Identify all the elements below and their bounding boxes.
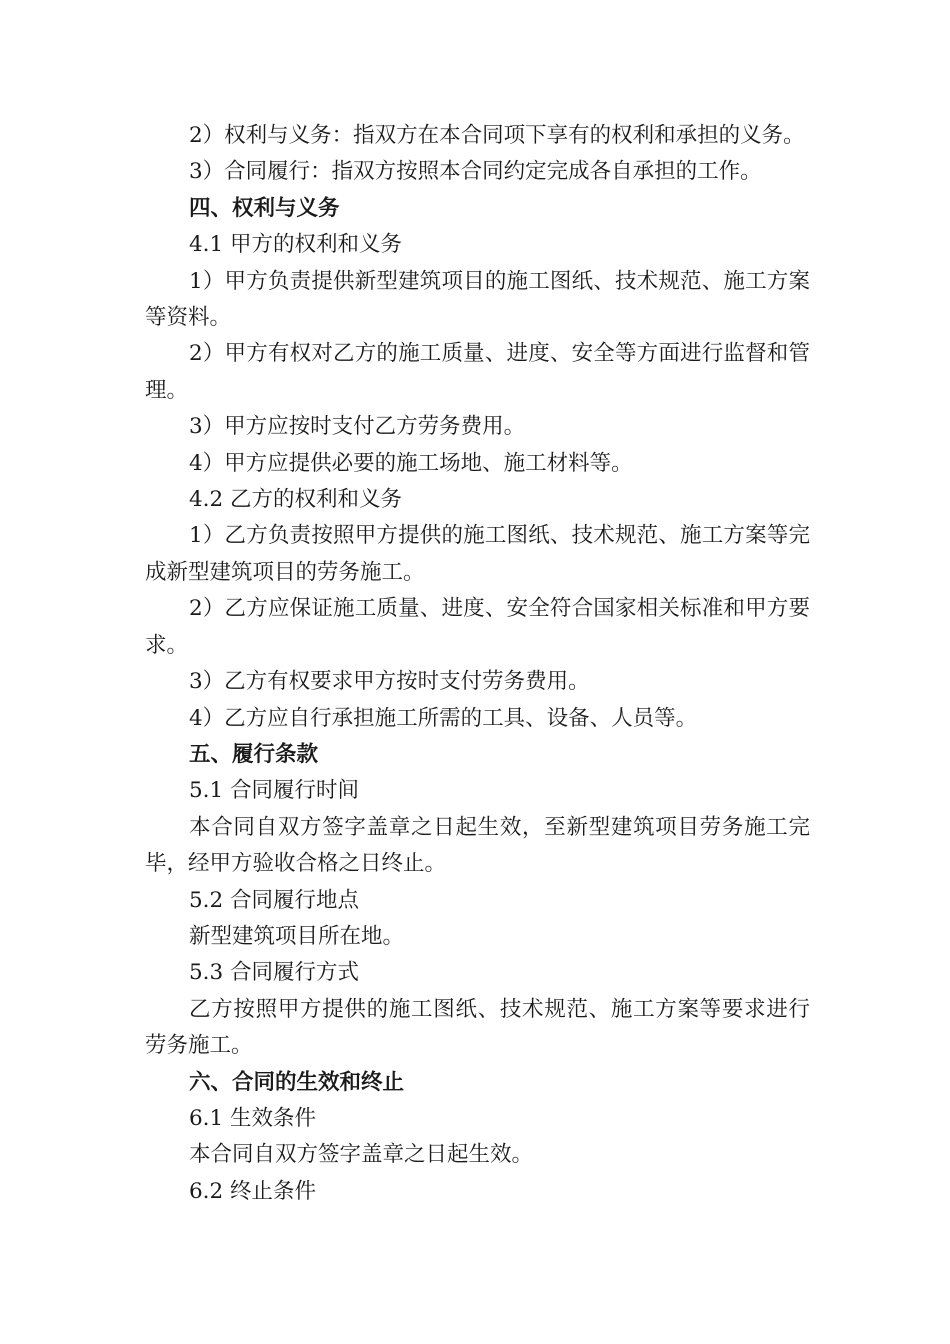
document-body	[145, 118, 810, 1210]
clause-4-1-1: 1）甲方负责提供新型建筑项目的施工图纸、技术规范、施工方案等资料。	[145, 268, 810, 331]
subsection-5-3-title: 5.3 合同履行方式	[189, 960, 360, 986]
clause-4-2-2: 2）乙方应保证施工质量、进度、安全符合国家相关标准和甲方要求。	[145, 596, 810, 658]
clause-4-2-1: 1）乙方负责按照甲方提供的施工图纸、技术规范、施工方案等完成新型建筑项目的劳务施工。	[145, 523, 810, 585]
clause-5-3-body: 乙方按照甲方提供的施工图纸、技术规范、施工方案等要求进行劳务施工。	[145, 996, 810, 1059]
section-heading-6: 六、合同的生效和终止	[189, 1069, 405, 1095]
subsection-5-1-title: 5.1 合同履行时间	[189, 778, 360, 804]
subsection-6-1-title: 6.1 生效条件	[189, 1105, 317, 1131]
section-heading-4: 四、权利与义务	[189, 195, 340, 221]
clause-6-1-body: 本合同自双方签字盖章之日起生效。	[189, 1142, 534, 1168]
clause-4-2-4: 4）乙方应自行承担施工所需的工具、设备、人员等。	[189, 705, 698, 731]
subsection-6-2-title: 6.2 终止条件	[189, 1178, 317, 1204]
subsection-5-2-title: 5.2 合同履行地点	[189, 887, 360, 913]
subsection-4-2-title: 4.2 乙方的权利和义务	[189, 487, 403, 513]
section-heading-5: 五、履行条款	[189, 741, 319, 767]
clause-5-1-body: 本合同自双方签字盖章之日起生效，至新型建筑项目劳务施工完毕，经甲方验收合格之日终止。	[145, 814, 810, 877]
clause-2-rights-obligations: 2）权利与义务：指双方在本合同项下享有的权利和承担的义务。	[189, 123, 805, 148]
clause-4-2-3: 3）乙方有权要求甲方按时支付劳务费用。	[189, 669, 590, 695]
clause-4-1-2: 2）甲方有权对乙方的施工质量、进度、安全等方面进行监督和管理。	[145, 341, 810, 403]
clause-3-contract-performance: 3）合同履行：指双方按照本合同约定完成各自承担的工作。	[189, 159, 762, 185]
clause-4-1-3: 3）甲方应按时支付乙方劳务费用。	[189, 414, 526, 440]
clause-4-1-4: 4）甲方应提供必要的施工场地、施工材料等。	[189, 450, 633, 476]
clause-5-2-body: 新型建筑项目所在地。	[189, 923, 405, 949]
subsection-4-1-title: 4.1 甲方的权利和义务	[189, 232, 403, 258]
